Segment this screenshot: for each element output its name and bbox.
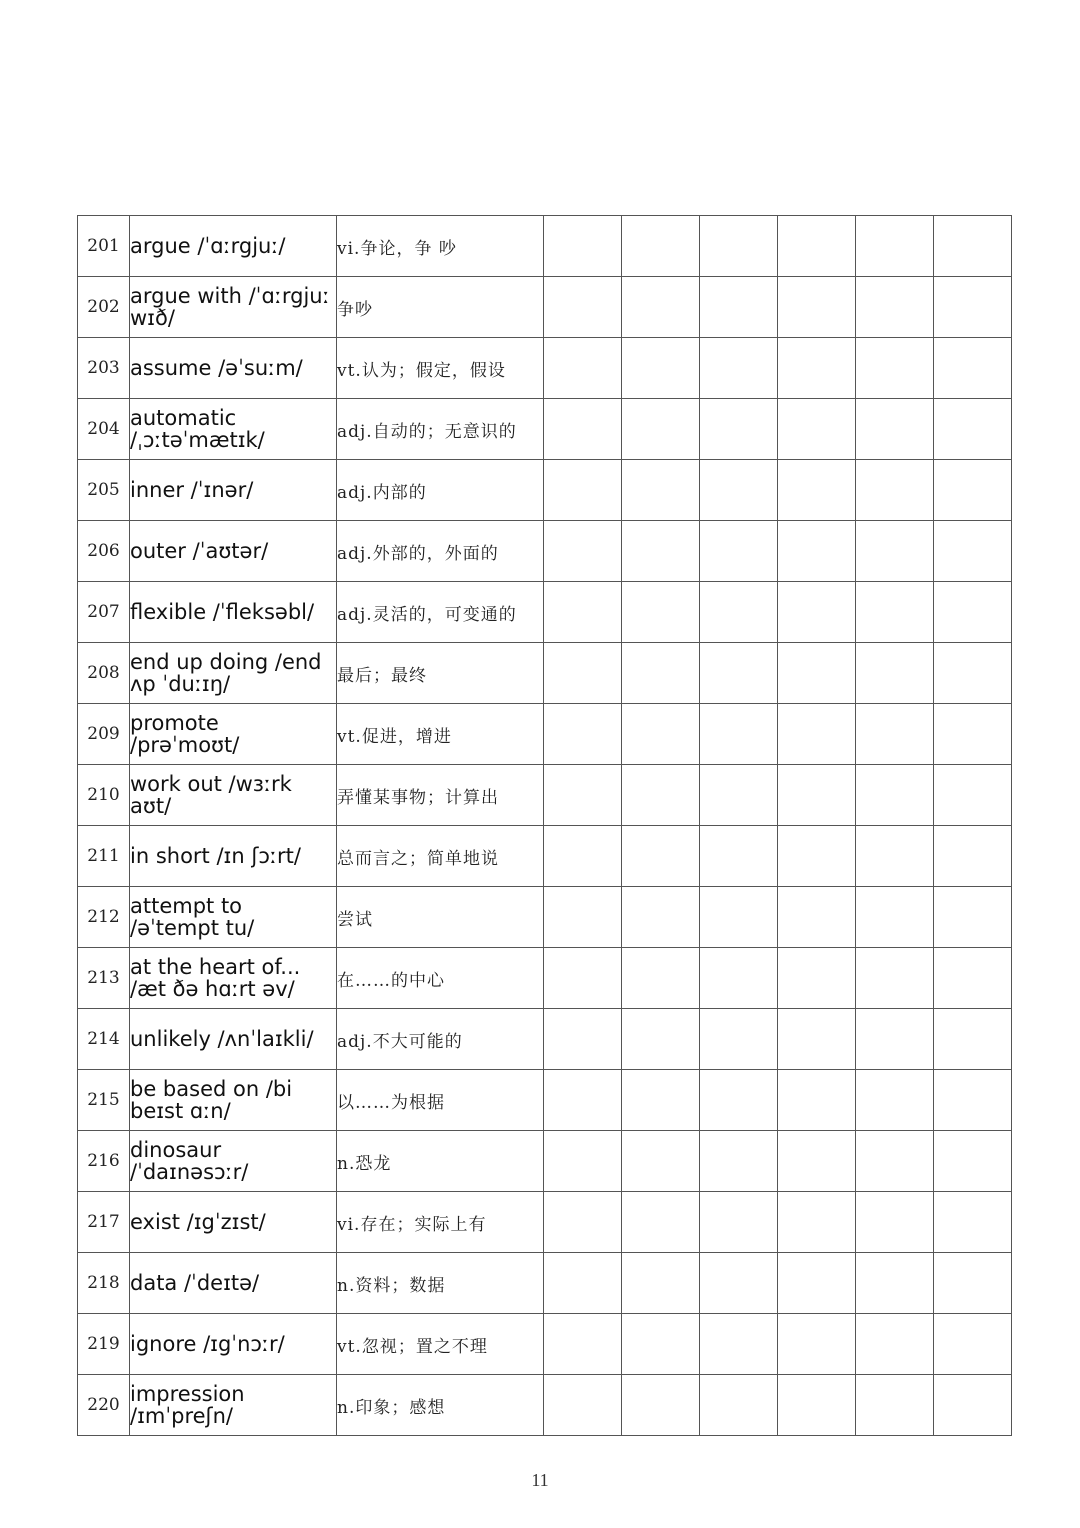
- practice-cell[interactable]: [544, 704, 622, 765]
- entry-meaning: 总而言之；简单地说: [337, 826, 544, 887]
- table-row: [78, 460, 1012, 521]
- practice-cell[interactable]: [778, 399, 856, 460]
- practice-cell[interactable]: [544, 887, 622, 948]
- entry-meaning: adj.不大可能的: [337, 1009, 544, 1070]
- entry-number: 203: [78, 338, 130, 399]
- entry-word: argue with /ˈɑːrgjuː wɪð/: [130, 277, 337, 338]
- practice-cell[interactable]: [544, 1253, 622, 1314]
- vocabulary-table: [77, 215, 1012, 1436]
- practice-cell[interactable]: [700, 460, 778, 521]
- entry-word: promote /prəˈmoʊt/: [130, 704, 337, 765]
- practice-cell[interactable]: [544, 1009, 622, 1070]
- entry-word: ignore /ɪgˈnɔːr/: [130, 1314, 337, 1375]
- practice-cell[interactable]: [544, 1192, 622, 1253]
- practice-cell[interactable]: [856, 521, 934, 582]
- entry-word: attempt to /əˈtempt tu/: [130, 887, 337, 948]
- practice-cell[interactable]: [700, 1314, 778, 1375]
- practice-cell[interactable]: [544, 765, 622, 826]
- practice-cell[interactable]: [622, 521, 700, 582]
- entry-number: 218: [78, 1253, 130, 1314]
- practice-cell[interactable]: [700, 704, 778, 765]
- entry-word: data /ˈdeɪtə/: [130, 1253, 337, 1314]
- entry-number: 204: [78, 399, 130, 460]
- entry-meaning: adj.自动的；无意识的: [337, 399, 544, 460]
- practice-cell[interactable]: [700, 521, 778, 582]
- practice-cell[interactable]: [700, 1009, 778, 1070]
- practice-cell[interactable]: [778, 460, 856, 521]
- practice-cell[interactable]: [700, 277, 778, 338]
- entry-meaning: 争吵: [337, 277, 544, 338]
- practice-cell[interactable]: [934, 338, 1012, 399]
- practice-cell[interactable]: [622, 1009, 700, 1070]
- practice-cell[interactable]: [622, 1375, 700, 1436]
- entry-number: 209: [78, 704, 130, 765]
- practice-cell[interactable]: [856, 1070, 934, 1131]
- practice-cell[interactable]: [700, 1070, 778, 1131]
- table-row: [78, 1070, 1012, 1131]
- practice-cell[interactable]: [778, 704, 856, 765]
- practice-cell[interactable]: [544, 1131, 622, 1192]
- entry-meaning: n.恐龙: [337, 1131, 544, 1192]
- practice-cell[interactable]: [856, 1131, 934, 1192]
- practice-cell[interactable]: [778, 1070, 856, 1131]
- table-row: [78, 1192, 1012, 1253]
- practice-cell[interactable]: [856, 704, 934, 765]
- practice-cell[interactable]: [856, 460, 934, 521]
- practice-cell[interactable]: [856, 1314, 934, 1375]
- entry-word: argue /ˈɑːrgjuː/: [130, 216, 337, 277]
- practice-cell[interactable]: [622, 582, 700, 643]
- practice-cell[interactable]: [544, 399, 622, 460]
- practice-cell[interactable]: [700, 582, 778, 643]
- entry-number: 201: [78, 216, 130, 277]
- entry-meaning: vi.存在；实际上有: [337, 1192, 544, 1253]
- practice-cell[interactable]: [934, 826, 1012, 887]
- table-row: [78, 1375, 1012, 1436]
- practice-cell[interactable]: [622, 887, 700, 948]
- table-row: [78, 338, 1012, 399]
- entry-meaning: vt.忽视；置之不理: [337, 1314, 544, 1375]
- entry-word: assume /əˈsuːm/: [130, 338, 337, 399]
- practice-cell[interactable]: [622, 460, 700, 521]
- practice-cell[interactable]: [778, 216, 856, 277]
- practice-cell[interactable]: [700, 1131, 778, 1192]
- practice-cell[interactable]: [700, 643, 778, 704]
- practice-cell[interactable]: [934, 887, 1012, 948]
- practice-cell[interactable]: [934, 765, 1012, 826]
- practice-cell[interactable]: [622, 1314, 700, 1375]
- practice-cell[interactable]: [778, 1131, 856, 1192]
- practice-cell[interactable]: [622, 216, 700, 277]
- practice-cell[interactable]: [622, 1070, 700, 1131]
- practice-cell[interactable]: [856, 1192, 934, 1253]
- practice-cell[interactable]: [778, 338, 856, 399]
- practice-cell[interactable]: [700, 399, 778, 460]
- practice-cell[interactable]: [856, 1009, 934, 1070]
- entry-word: work out /wɜːrk aʊt/: [130, 765, 337, 826]
- practice-cell[interactable]: [778, 582, 856, 643]
- practice-cell[interactable]: [622, 1192, 700, 1253]
- practice-cell[interactable]: [934, 460, 1012, 521]
- practice-cell[interactable]: [856, 277, 934, 338]
- practice-cell[interactable]: [934, 1192, 1012, 1253]
- practice-cell[interactable]: [856, 582, 934, 643]
- table-row: [78, 643, 1012, 704]
- entry-meaning: vt.认为；假定，假设: [337, 338, 544, 399]
- table-row: [78, 399, 1012, 460]
- entry-number: 208: [78, 643, 130, 704]
- entry-meaning: vi.争论，争 吵: [337, 216, 544, 277]
- table-row: [78, 1314, 1012, 1375]
- entry-number: 214: [78, 1009, 130, 1070]
- practice-cell[interactable]: [856, 216, 934, 277]
- practice-cell[interactable]: [544, 1070, 622, 1131]
- table-row: [78, 765, 1012, 826]
- practice-cell[interactable]: [778, 1009, 856, 1070]
- practice-cell[interactable]: [934, 1009, 1012, 1070]
- practice-cell[interactable]: [778, 277, 856, 338]
- entry-meaning: n.资料；数据: [337, 1253, 544, 1314]
- practice-cell[interactable]: [622, 704, 700, 765]
- practice-cell[interactable]: [700, 765, 778, 826]
- entry-number: 219: [78, 1314, 130, 1375]
- practice-cell[interactable]: [934, 1131, 1012, 1192]
- practice-cell[interactable]: [778, 521, 856, 582]
- practice-cell[interactable]: [622, 826, 700, 887]
- entry-number: 212: [78, 887, 130, 948]
- practice-cell[interactable]: [778, 643, 856, 704]
- practice-cell[interactable]: [934, 277, 1012, 338]
- practice-cell[interactable]: [544, 216, 622, 277]
- practice-cell[interactable]: [700, 887, 778, 948]
- practice-cell[interactable]: [934, 582, 1012, 643]
- practice-cell[interactable]: [934, 1314, 1012, 1375]
- entry-word: be based on /bi beɪst ɑːn/: [130, 1070, 337, 1131]
- practice-cell[interactable]: [700, 216, 778, 277]
- practice-cell[interactable]: [544, 1375, 622, 1436]
- entry-number: 206: [78, 521, 130, 582]
- practice-cell[interactable]: [856, 887, 934, 948]
- table-row: [78, 521, 1012, 582]
- practice-cell[interactable]: [700, 1192, 778, 1253]
- entry-word: at the heart of... /æt ðə hɑːrt əv/: [130, 948, 337, 1009]
- entry-word: impression /ɪmˈpreʃn/: [130, 1375, 337, 1436]
- practice-cell[interactable]: [700, 826, 778, 887]
- practice-cell[interactable]: [778, 765, 856, 826]
- table-row: [78, 887, 1012, 948]
- practice-cell[interactable]: [778, 1314, 856, 1375]
- entry-word: unlikely /ʌnˈlaɪkli/: [130, 1009, 337, 1070]
- entry-meaning: adj.灵活的，可变通的: [337, 582, 544, 643]
- practice-cell[interactable]: [622, 948, 700, 1009]
- vocabulary-table-body: [78, 216, 1012, 1436]
- practice-cell[interactable]: [622, 1253, 700, 1314]
- practice-cell[interactable]: [622, 1131, 700, 1192]
- table-row: [78, 1253, 1012, 1314]
- practice-cell[interactable]: [934, 216, 1012, 277]
- entry-number: 207: [78, 582, 130, 643]
- practice-cell[interactable]: [856, 399, 934, 460]
- entry-meaning: adj.内部的: [337, 460, 544, 521]
- entry-meaning: 尝试: [337, 887, 544, 948]
- practice-cell[interactable]: [778, 1375, 856, 1436]
- entry-word: outer /ˈaʊtər/: [130, 521, 337, 582]
- table-row: [78, 1009, 1012, 1070]
- entry-meaning: n.印象；感想: [337, 1375, 544, 1436]
- practice-cell[interactable]: [700, 1253, 778, 1314]
- table-row: [78, 216, 1012, 277]
- practice-cell[interactable]: [778, 887, 856, 948]
- table-row: [78, 948, 1012, 1009]
- entry-word: automatic /ˌɔːtəˈmætɪk/: [130, 399, 337, 460]
- practice-cell[interactable]: [544, 521, 622, 582]
- entry-word: end up doing /end ʌp ˈduːɪŋ/: [130, 643, 337, 704]
- practice-cell[interactable]: [544, 643, 622, 704]
- practice-cell[interactable]: [934, 1253, 1012, 1314]
- practice-cell[interactable]: [856, 826, 934, 887]
- table-row: [78, 704, 1012, 765]
- entry-word: inner /ˈɪnər/: [130, 460, 337, 521]
- table-row: [78, 826, 1012, 887]
- practice-cell[interactable]: [934, 1070, 1012, 1131]
- practice-cell[interactable]: [778, 1192, 856, 1253]
- practice-cell[interactable]: [934, 399, 1012, 460]
- practice-cell[interactable]: [934, 704, 1012, 765]
- entry-word: exist /ɪgˈzɪst/: [130, 1192, 337, 1253]
- entry-meaning: 弄懂某事物；计算出: [337, 765, 544, 826]
- practice-cell[interactable]: [934, 948, 1012, 1009]
- table-row: [78, 1131, 1012, 1192]
- entry-meaning: 在……的中心: [337, 948, 544, 1009]
- practice-cell[interactable]: [622, 643, 700, 704]
- practice-cell[interactable]: [856, 948, 934, 1009]
- practice-cell[interactable]: [544, 277, 622, 338]
- table-row: [78, 582, 1012, 643]
- page-number: 11: [531, 1470, 549, 1490]
- entry-word: in short /ɪn ʃɔːrt/: [130, 826, 337, 887]
- practice-cell[interactable]: [622, 765, 700, 826]
- practice-cell[interactable]: [778, 1253, 856, 1314]
- entry-number: 211: [78, 826, 130, 887]
- practice-cell[interactable]: [778, 948, 856, 1009]
- practice-cell[interactable]: [544, 948, 622, 1009]
- practice-cell[interactable]: [544, 338, 622, 399]
- practice-cell[interactable]: [544, 582, 622, 643]
- entry-number: 220: [78, 1375, 130, 1436]
- practice-cell[interactable]: [622, 338, 700, 399]
- practice-cell[interactable]: [934, 1375, 1012, 1436]
- practice-cell[interactable]: [778, 826, 856, 887]
- practice-cell[interactable]: [700, 948, 778, 1009]
- entry-number: 205: [78, 460, 130, 521]
- entry-number: 216: [78, 1131, 130, 1192]
- practice-cell[interactable]: [934, 643, 1012, 704]
- practice-cell[interactable]: [856, 765, 934, 826]
- practice-cell[interactable]: [622, 399, 700, 460]
- entry-number: 202: [78, 277, 130, 338]
- practice-cell[interactable]: [934, 521, 1012, 582]
- table-row: [78, 277, 1012, 338]
- entry-word: flexible /ˈfleksəbl/: [130, 582, 337, 643]
- practice-cell[interactable]: [622, 277, 700, 338]
- entry-word: dinosaur /ˈdaɪnəsɔːr/: [130, 1131, 337, 1192]
- practice-cell[interactable]: [856, 1253, 934, 1314]
- entry-meaning: 最后；最终: [337, 643, 544, 704]
- practice-cell[interactable]: [700, 338, 778, 399]
- practice-cell[interactable]: [544, 1314, 622, 1375]
- entry-number: 210: [78, 765, 130, 826]
- entry-number: 213: [78, 948, 130, 1009]
- entry-meaning: 以……为根据: [337, 1070, 544, 1131]
- practice-cell[interactable]: [700, 1375, 778, 1436]
- practice-cell[interactable]: [856, 338, 934, 399]
- practice-cell[interactable]: [856, 643, 934, 704]
- practice-cell[interactable]: [544, 460, 622, 521]
- entry-number: 215: [78, 1070, 130, 1131]
- practice-cell[interactable]: [544, 826, 622, 887]
- practice-cell[interactable]: [856, 1375, 934, 1436]
- entry-meaning: adj.外部的，外面的: [337, 521, 544, 582]
- entry-meaning: vt.促进，增进: [337, 704, 544, 765]
- entry-number: 217: [78, 1192, 130, 1253]
